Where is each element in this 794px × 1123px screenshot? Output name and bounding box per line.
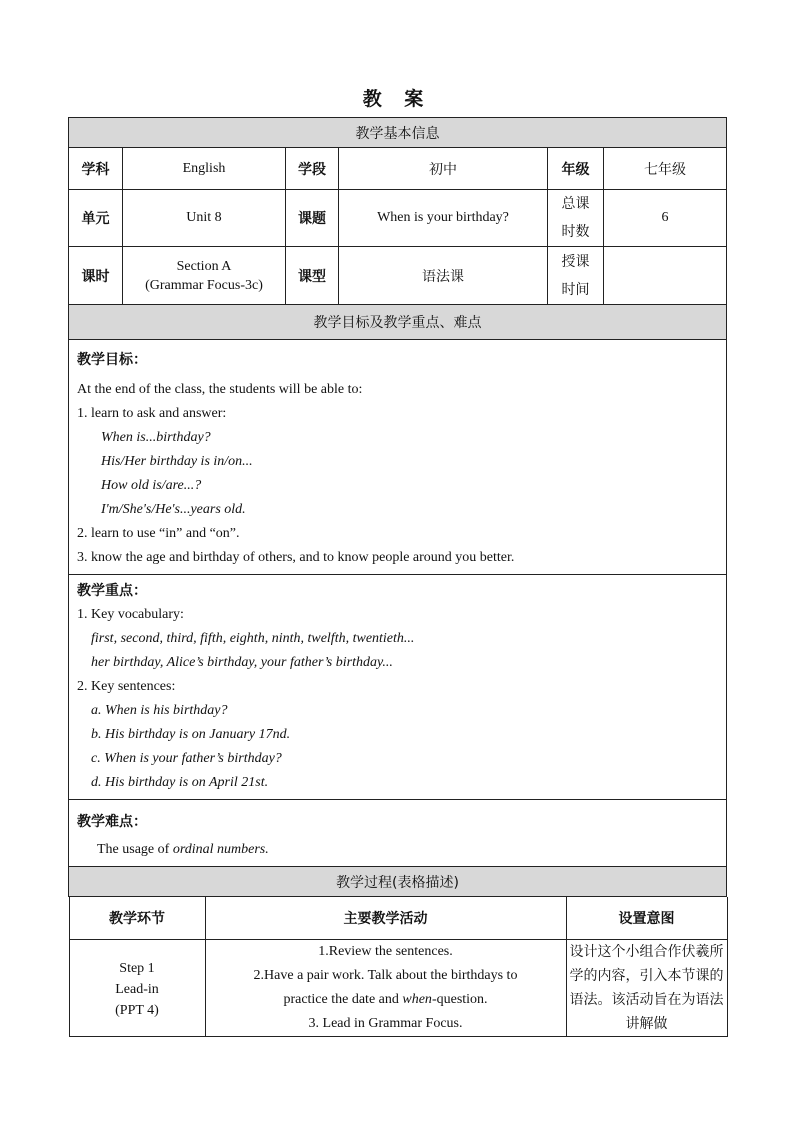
step1-activities <box>205 939 566 1036</box>
total-hours-value: 6 <box>604 190 727 247</box>
process-container <box>69 897 727 1037</box>
basic-info-header: 教学基本信息 <box>69 118 727 148</box>
stage-value: 初中 <box>339 148 548 190</box>
total-hours-label <box>548 190 604 247</box>
key-sentences-title: 2. Key sentences: <box>77 679 176 694</box>
total-hours-label-line1: 总课 <box>561 196 590 212</box>
activity-3-b: when <box>402 991 432 1007</box>
step1-line1: Step 1 <box>119 960 155 976</box>
activity-3 <box>206 988 566 1012</box>
step1-line2: Lead-in <box>115 981 159 997</box>
period-value <box>123 247 286 305</box>
process-col-activities: 主要教学活动 <box>205 897 566 939</box>
period-value-line2: (Grammar Focus-3c) <box>145 277 263 293</box>
difficulties-text-italic: ordinal numbers. <box>172 842 269 857</box>
question-pattern-3: How old is/are...? <box>101 478 202 493</box>
objective-item-3: 3. know the age and birthday of others, and to know people around you better. <box>77 550 515 565</box>
objectives-section <box>69 340 727 575</box>
question-pattern-1: When is...birthday? <box>101 430 211 445</box>
step1-cell <box>69 939 205 1036</box>
lesson-type-value: 语法课 <box>339 247 548 305</box>
step1-line3: (PPT 4) <box>115 1002 159 1018</box>
teaching-time-value <box>604 247 727 305</box>
difficulties-text-prefix: The usage of <box>97 842 173 857</box>
activity-2: 2.Have a pair work. Talk about the birthdays to <box>253 967 518 983</box>
topic-label: 课题 <box>286 190 339 247</box>
key-vocabulary-line1: first, second, third, fifth, eighth, ninth, twelfth, twentieth... <box>91 631 415 646</box>
activity-1: 1.Review the sentences. <box>318 943 453 959</box>
question-pattern-2: His/Her birthday is in/on... <box>101 454 253 469</box>
activity-3-c: -question. <box>431 991 488 1007</box>
grade-value: 七年级 <box>604 148 727 190</box>
lesson-plan-table <box>68 117 727 1037</box>
key-points-label: 教学重点： <box>77 583 147 599</box>
period-label: 课时 <box>69 247 123 305</box>
process-table <box>69 897 728 1037</box>
activity-3-a: practice the date and <box>283 991 403 1007</box>
teaching-time-label-line1: 授课 <box>561 253 590 270</box>
grade-label: 年级 <box>548 148 604 190</box>
difficulties-section <box>69 800 727 867</box>
key-sentence-a: a. When is his birthday? <box>91 703 228 718</box>
objective-item-1: 1. learn to ask and answer: <box>77 406 227 421</box>
lesson-type-label: 课型 <box>286 247 339 305</box>
document-title: 教 案 <box>362 88 432 110</box>
key-sentence-c: c. When is your father’s birthday? <box>91 751 282 766</box>
difficulties-text <box>77 838 718 862</box>
key-sentence-d: d. His birthday is on April 21st. <box>91 775 269 790</box>
step1-intent: 设计这个小组合作伏羲所学的内容，引入本节课的语法。该活动旨在为语法讲解做 <box>566 939 727 1036</box>
process-col-stage: 教学环节 <box>69 897 205 939</box>
objectives-header: 教学目标及教学重点、难点 <box>69 305 727 340</box>
question-pattern-4: I'm/She's/He's...years old. <box>101 502 246 517</box>
objectives-intro: At the end of the class, the students will be able to: <box>77 382 363 397</box>
period-value-line1: Section A <box>176 258 232 274</box>
key-points-section <box>69 575 727 800</box>
process-col-intent: 设置意图 <box>566 897 727 939</box>
subject-label: 学科 <box>69 148 123 190</box>
difficulties-label: 教学难点： <box>77 814 147 830</box>
activity-4: 3. Lead in Grammar Focus. <box>308 1015 463 1031</box>
process-header: 教学过程(表格描述) <box>69 867 727 897</box>
key-sentence-b: b. His birthday is on January 17nd. <box>91 727 291 742</box>
subject-value: English <box>123 148 286 190</box>
key-vocabulary-line2: her birthday, Alice’s birthday, your father’s birthday... <box>91 655 393 670</box>
topic-value: When is your birthday? <box>339 190 548 247</box>
key-vocabulary-title: 1. Key vocabulary: <box>77 607 184 622</box>
teaching-time-label <box>548 247 604 305</box>
teaching-time-label-line2: 时间 <box>561 281 590 298</box>
objective-item-2: 2. learn to use “in” and “on”. <box>77 526 240 541</box>
objectives-label: 教学目标： <box>77 352 147 368</box>
unit-value: Unit 8 <box>123 190 286 247</box>
unit-label: 单元 <box>69 190 123 247</box>
stage-label: 学段 <box>286 148 339 190</box>
total-hours-label-line2: 时数 <box>561 224 590 240</box>
